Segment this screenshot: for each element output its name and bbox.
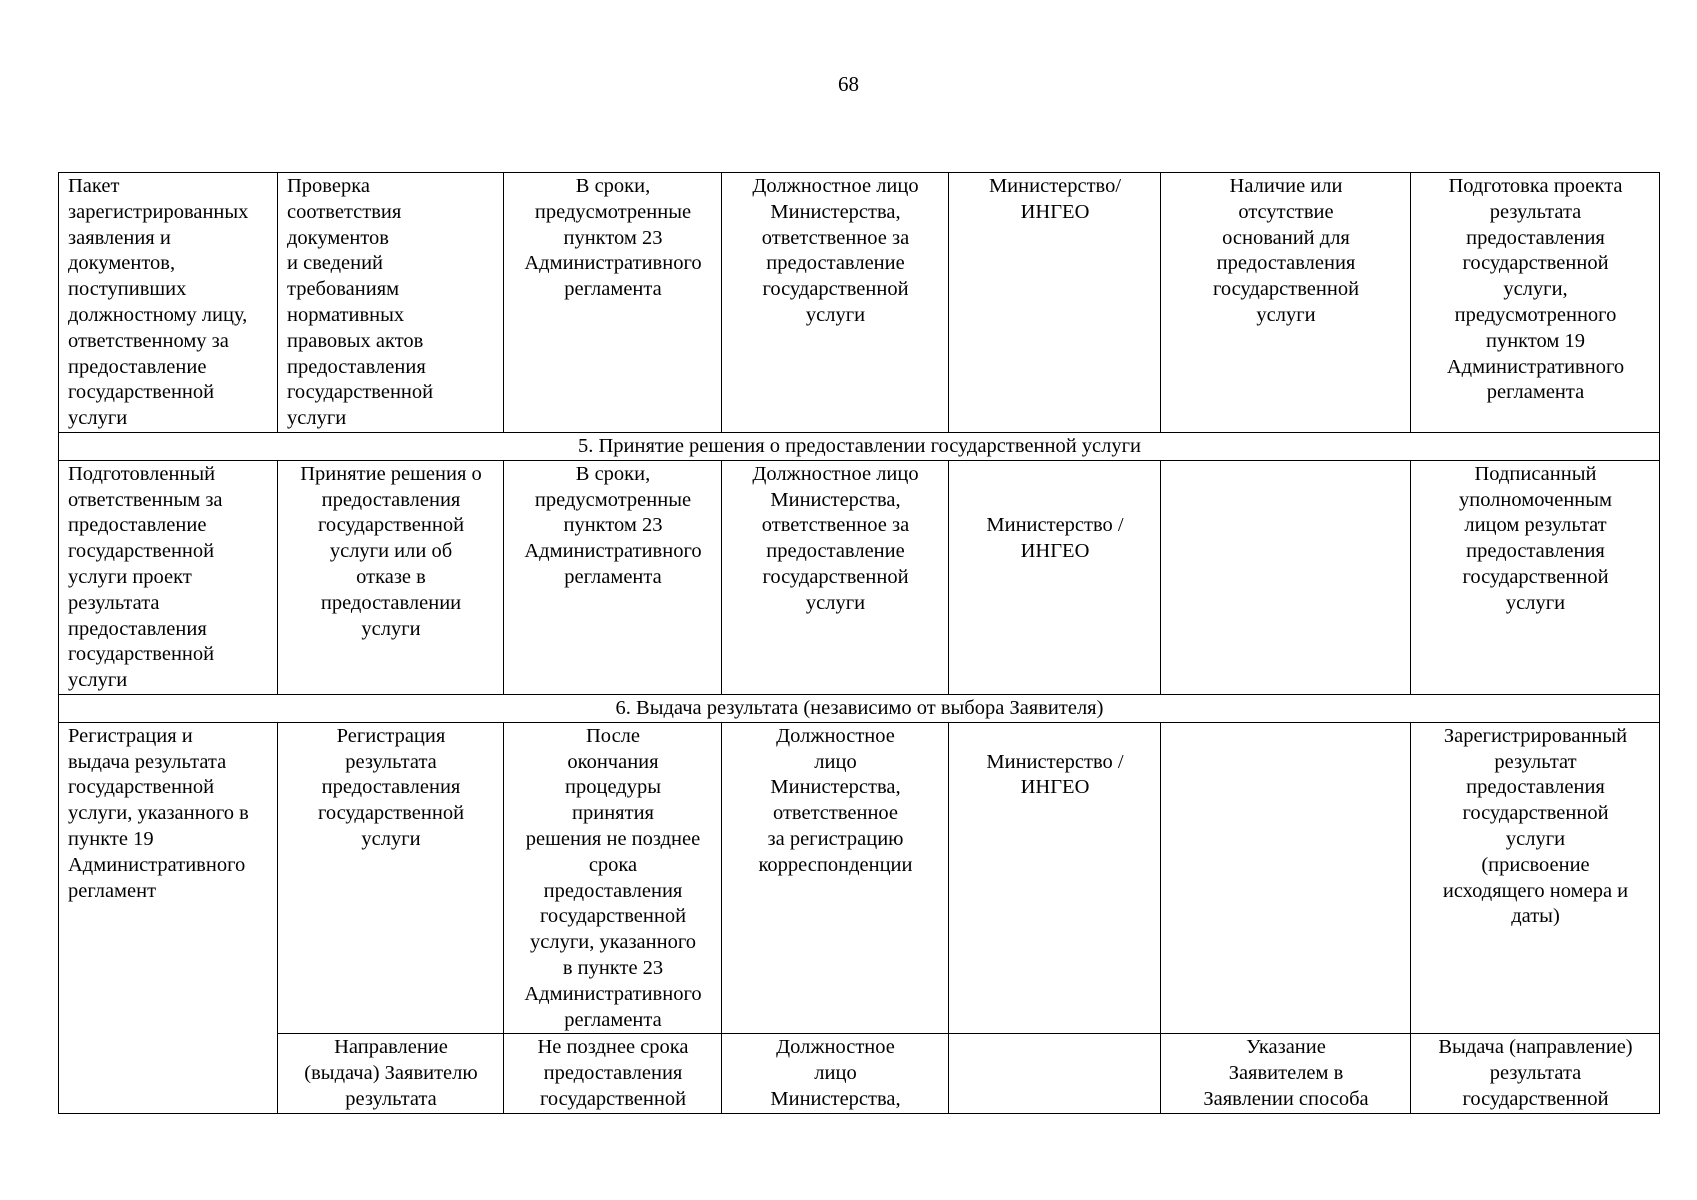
table-cell-responsible: Должностное лицо Министерства, ответственное за предоставление государственной услуги [722, 173, 949, 433]
table-cell-place: Министерство/ ИНГЕО [949, 173, 1161, 433]
table-row [59, 173, 1660, 433]
table-cell-place [949, 1034, 1161, 1113]
table-cell-input: Подготовленный ответственным за предоставление государственной услуги проект результата предоставления государственной услуги [59, 460, 278, 694]
table-cell-result: Зарегистрированный результат предоставления государственной услуги (присвоение исходящего номера и даты) [1411, 722, 1660, 1034]
table-cell-deadline: Не позднее срока предоставления государственной [504, 1034, 722, 1113]
table-cell-place: Министерство / ИНГЕО [949, 460, 1161, 694]
table-cell-criteria: Указание Заявителем в Заявлении способа [1161, 1034, 1411, 1113]
table-cell-action: Принятие решения о предоставления государственной услуги или об отказе в предоставлении услуги [278, 460, 504, 694]
table-cell-criteria [1161, 722, 1411, 1034]
table-cell-deadline: В сроки, предусмотренные пунктом 23 Административного регламента [504, 460, 722, 694]
section-heading: 6. Выдача результата (независимо от выбора Заявителя) [59, 694, 1660, 722]
table-cell-responsible: Должностное лицо Министерства, ответственное за регистрацию корреспонденции [722, 722, 949, 1034]
table-cell-deadline: После окончания процедуры принятия решения не позднее срока предоставления государственной услуги, указанного в пункте 23 Административного регламента [504, 722, 722, 1034]
table-row [59, 460, 1660, 694]
section-row [59, 432, 1660, 460]
table-cell-responsible: Должностное лицо Министерства, ответственное за предоставление государственной услуги [722, 460, 949, 694]
page-number: 68 [838, 72, 859, 96]
table-cell-deadline: В сроки, предусмотренные пунктом 23 Административного регламента [504, 173, 722, 433]
table-cell-criteria [1161, 460, 1411, 694]
table-cell-result: Подготовка проекта результата предоставления государственной услуги, предусмотренного пунктом 19 Административного регламента [1411, 173, 1660, 433]
table-row [59, 722, 1660, 1034]
table-cell-result: Подписанный уполномоченным лицом результат предоставления государственной услуги [1411, 460, 1660, 694]
table-cell-responsible: Должностное лицо Министерства, [722, 1034, 949, 1113]
table-cell-place: Министерство / ИНГЕО [949, 722, 1161, 1034]
section-row [59, 694, 1660, 722]
table-cell-action: Направление (выдача) Заявителю результата [278, 1034, 504, 1113]
procedure-table [58, 172, 1660, 1114]
table-cell-action: Проверка соответствия документов и сведений требованиям нормативных правовых актов предоставления государственной услуги [278, 173, 504, 433]
table-cell-action: Регистрация результата предоставления государственной услуги [278, 722, 504, 1034]
table-cell-result: Выдача (направление) результата государственной [1411, 1034, 1660, 1113]
table-cell-criteria: Наличие или отсутствие оснований для предоставления государственной услуги [1161, 173, 1411, 433]
table-cell-input: Пакет зарегистрированных заявления и документов, поступивших должностному лицу, ответственному за предоставление государственной услуги [59, 173, 278, 433]
table-cell-input: Регистрация и выдача результата государственной услуги, указанного в пункте 19 Административного регламент [59, 722, 278, 1113]
table-row [59, 1034, 1660, 1113]
section-heading: 5. Принятие решения о предоставлении государственной услуги [59, 432, 1660, 460]
